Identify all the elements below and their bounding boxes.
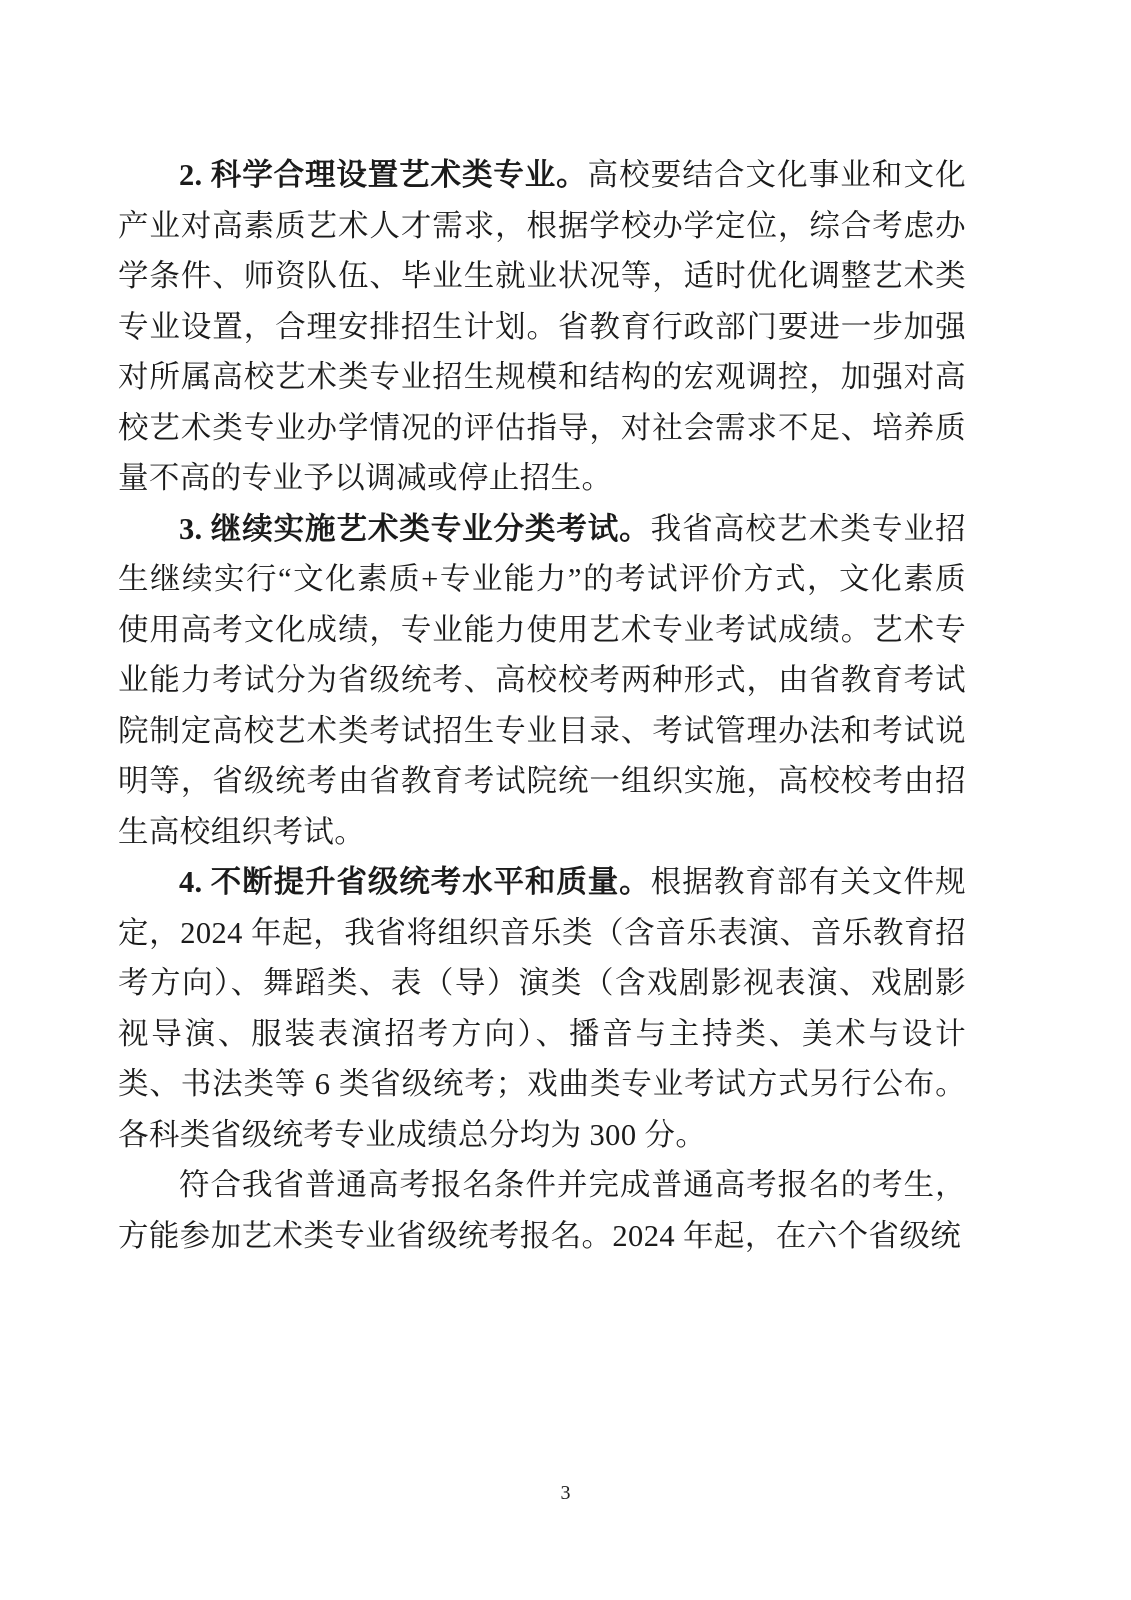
paragraph-5 <box>118 1160 966 1261</box>
page-number: 3 <box>560 1482 571 1504</box>
paragraph-4-lead: 4. 不断提升省级统考水平和质量。 <box>179 865 651 899</box>
paragraph-4 <box>118 857 966 1160</box>
paragraph-2 <box>118 150 966 504</box>
paragraph-4-body: 根据教育部有关文件规定，2024 年起，我省将组织音乐类（含音乐表演、音乐教育招考方向）、舞蹈类、表（导）演类（含戏剧影视表演、戏剧影视导演、服装表演招考方向）、播音与主持类、美术与设计类、书法类等 6 类省级统考；戏曲类专业考试方式另行公布。各科类省级统考专业成绩总分均为 300 分。 <box>118 865 967 1152</box>
paragraph-2-lead: 2. 科学合理设置艺术类专业。 <box>179 158 588 192</box>
paragraph-2-body: 高校要结合文化事业和文化产业对高素质艺术人才需求，根据学校办学定位，综合考虑办学条件、师资队伍、毕业生就业状况等，适时优化调整艺术类专业设置，合理安排招生计划。省教育行政部门要进一步加强对所属高校艺术类专业招生规模和结构的宏观调控，加强对高校艺术类专业办学情况的评估指导，对社会需求不足、培养质量不高的专业予以调减或停止招生。 <box>118 158 966 495</box>
paragraph-3 <box>118 504 966 858</box>
paragraph-3-lead: 3. 继续实施艺术类专业分类考试。 <box>179 511 651 546</box>
paragraph-3-body: 我省高校艺术类专业招生继续实行“文化素质+专业能力”的考试评价方式，文化素质使用高考文化成绩，专业能力使用艺术专业考试成绩。艺术专业能力考试分为省级统考、高校校考两种形式，由省教育考试院制定高校艺术类考试招生专业目录、考试管理办法和考试说明等，省级统考由省教育考试院统一组织实施，高校校考由招生高校组织考试。 <box>118 511 967 849</box>
paragraph-5-body: 符合我省普通高考报名条件并完成普通高考报名的考生，方能参加艺术类专业省级统考报名。2024 年起，在六个省级统 <box>118 1168 966 1253</box>
page-content <box>118 150 966 1261</box>
